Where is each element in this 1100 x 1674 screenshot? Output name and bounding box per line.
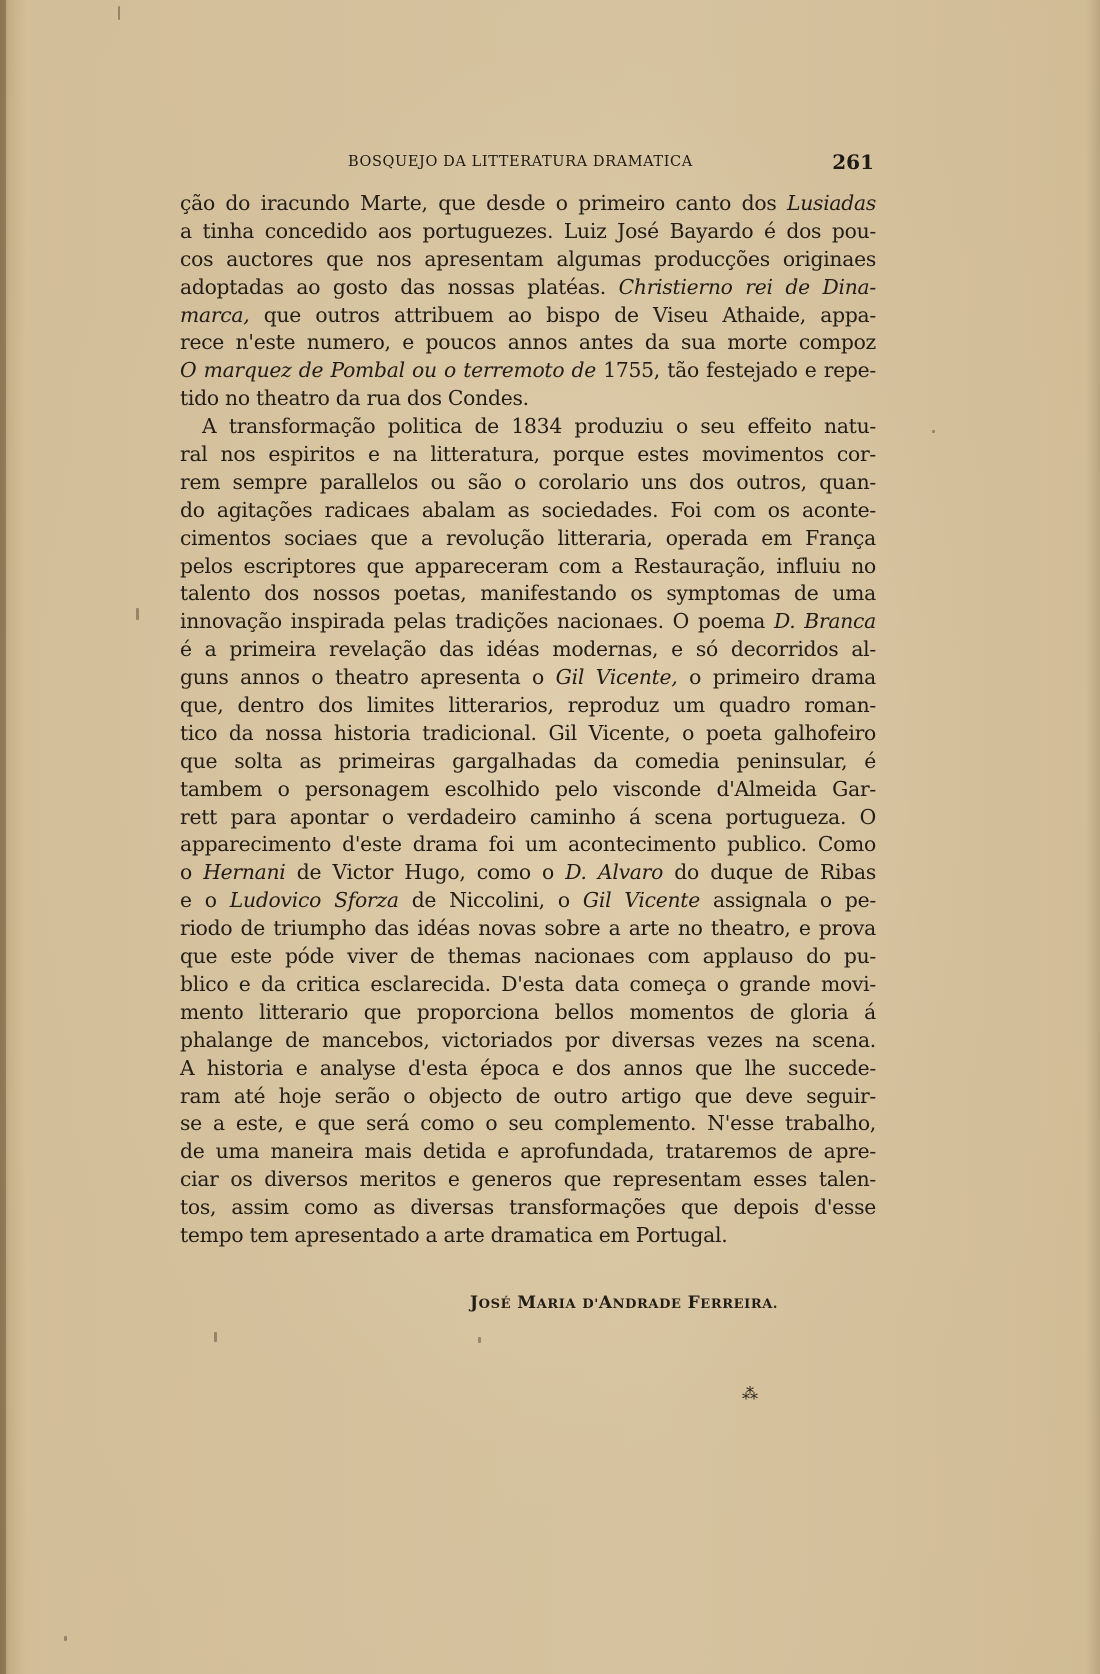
text-run: de Niccolini, o: [398, 888, 583, 913]
page-number: 261: [832, 150, 874, 174]
text-run: tico da nossa historia tradicional. Gil Vicente, o poeta galhofeiro: [180, 720, 876, 745]
text-line: [180, 776, 876, 804]
text-run: riodo de triumpho das idéas novas sobre a arte no theatro, e prova: [180, 916, 876, 941]
text-run: ção do iracundo Marte, que desde o primeiro canto dos: [180, 191, 787, 215]
paper-speck: [118, 6, 120, 20]
italic-title: D. Branca: [773, 609, 877, 634]
text-run: que este póde viver de themas nacionaes com applauso do pu-: [180, 944, 876, 969]
text-run: assignala o pe-: [699, 888, 876, 913]
text-run: rece n'este numero, e poucos annos antes da sua morte compoz: [180, 330, 876, 355]
text-line: [180, 413, 876, 441]
text-run: cimentos sociaes que a revolução litteraria, operada em França: [180, 525, 876, 550]
signature-word: D'ANDRADE: [582, 1293, 682, 1313]
text-line: [180, 385, 876, 413]
italic-title: Gil Vicente,: [555, 665, 678, 690]
signature-word: MARIA: [517, 1293, 577, 1313]
text-run: adoptadas ao gosto das nossas platéas.: [180, 274, 619, 299]
text-run: 1755, tão festejado e repe-: [595, 358, 876, 383]
signature-word: FERREIRA.: [687, 1293, 779, 1313]
italic-title: Lusiadas: [787, 191, 876, 215]
text-line: [180, 329, 876, 357]
text-run: o primeiro drama: [677, 665, 876, 690]
text-line: [180, 636, 876, 664]
text-line: [180, 1194, 876, 1222]
text-run: pelos escriptores que appareceram com a Restauração, influiu no: [180, 553, 876, 578]
italic-title: Ludovico Sforza: [229, 888, 399, 913]
text-line: [180, 1110, 876, 1138]
text-line: [180, 357, 876, 385]
text-line: [180, 246, 876, 274]
text-line: [180, 1166, 876, 1194]
text-line: [180, 1027, 876, 1055]
italic-title: D. Alvaro: [565, 860, 664, 885]
text-line: [180, 915, 876, 943]
text-run: tempo tem apresentado a arte dramatica em Portugal.: [180, 1222, 728, 1247]
text-run: tos, assim como as diversas transformações que depois d'esse: [180, 1195, 876, 1220]
text-line: [180, 971, 876, 999]
text-line: [180, 1138, 876, 1166]
text-run: rett para apontar o verdadeiro caminho á scena portugueza. O: [180, 804, 876, 829]
text-line: [180, 720, 876, 748]
text-line: [180, 1083, 876, 1111]
text-line: [180, 804, 876, 832]
text-line: [180, 580, 876, 608]
text-run: a tinha concedido aos portuguezes. Luiz José Bayardo é dos pou-: [180, 218, 876, 243]
text-line: [180, 218, 876, 246]
text-run: do agitações radicaes abalam as sociedades. Foi com os aconte-: [180, 497, 876, 522]
text-run: de Victor Hugo, como o: [285, 860, 566, 885]
text-run: apparecimento d'este drama foi um acontecimento publico. Como: [180, 832, 876, 857]
text-line: [180, 859, 876, 887]
text-line: [180, 553, 876, 581]
ornament-mark: ⁂: [742, 1384, 758, 1403]
text-run: ral nos espiritos e na litteratura, porque estes movimentos cor-: [180, 442, 876, 467]
text-run: e o: [180, 888, 230, 913]
author-signature: [470, 1293, 778, 1313]
text-run: talento dos nossos poetas, manifestando os symptomas de uma: [180, 581, 876, 606]
text-run: ciar os diversos meritos e generos que representam esses talen-: [180, 1167, 876, 1192]
text-run: do duque de Ribas: [663, 860, 876, 885]
paper-speck: [64, 1636, 67, 1641]
italic-title: Christierno rei de Dina-: [618, 274, 876, 299]
text-run: o: [180, 860, 204, 885]
italic-title: Hernani: [203, 860, 286, 885]
text-run: de uma maneira mais detida e aprofundada, trataremos de apre-: [180, 1139, 876, 1164]
paper-speck: [932, 430, 935, 433]
paper-speck: [136, 608, 139, 620]
text-line: [180, 441, 876, 469]
text-run: innovação inspirada pelas tradições nacionaes. O poema: [180, 609, 774, 634]
text-line: [180, 943, 876, 971]
paper-speck: [214, 1332, 217, 1342]
text-line: [180, 497, 876, 525]
body-text: [180, 190, 876, 1250]
binding-edge: [0, 0, 6, 1674]
text-line: [180, 887, 876, 915]
text-run: cos auctores que nos apresentam algumas producções originaes: [180, 246, 876, 271]
text-line: [180, 1222, 876, 1250]
text-run: tambem o personagem escolhido pelo visconde d'Almeida Gar-: [180, 776, 876, 801]
text-line: [180, 748, 876, 776]
running-title: BOSQUEJO DA LITTERATURA DRAMATICA: [348, 154, 693, 170]
text-line: [180, 190, 876, 218]
text-run: se a este, e que será como o seu complemento. N'esse trabalho,: [180, 1111, 876, 1136]
text-line: [180, 274, 876, 302]
signature-word: JOSÉ: [470, 1293, 512, 1313]
text-run: é a primeira revelação das idéas modernas, e só decorridos al-: [180, 637, 876, 662]
italic-title: marca,: [180, 302, 250, 327]
text-run: A transformação politica de 1834 produziu o seu effeito natu-: [202, 414, 876, 439]
paper-speck: [478, 1337, 481, 1343]
text-line: [180, 999, 876, 1027]
text-run: ram até hoje serão o objecto de outro artigo que deve seguir-: [180, 1083, 876, 1108]
italic-title: Gil Vicente: [582, 888, 700, 913]
text-run: rem sempre parallelos ou são o corolario uns dos outros, quan-: [180, 469, 876, 494]
text-run: que, dentro dos limites litterarios, reproduz um quadro roman-: [180, 693, 876, 718]
text-line: [180, 1055, 876, 1083]
text-run: que outros attribuem ao bispo de Viseu Athaide, appa-: [249, 302, 876, 327]
text-run: phalange de mancebos, victoriados por diversas vezes na scena.: [180, 1027, 876, 1052]
text-run: guns annos o theatro apresenta o: [180, 665, 556, 690]
italic-title: O marquez de Pombal ou o terremoto de: [180, 358, 596, 383]
text-run: mento litterario que proporciona bellos momentos de gloria á: [180, 999, 876, 1024]
text-run: tido no theatro da rua dos Condes.: [180, 386, 529, 411]
text-run: blico e da critica esclarecida. D'esta data começa o grande movi-: [180, 971, 876, 996]
text-line: [180, 302, 876, 330]
text-line: [180, 608, 876, 636]
text-run: que solta as primeiras gargalhadas da comedia peninsular, é: [180, 748, 876, 773]
text-line: [180, 831, 876, 859]
text-line: [180, 469, 876, 497]
text-line: [180, 664, 876, 692]
text-line: [180, 525, 876, 553]
text-line: [180, 692, 876, 720]
running-head: [184, 150, 874, 180]
text-run: A historia e analyse d'esta época e dos annos que lhe succede-: [180, 1055, 876, 1080]
